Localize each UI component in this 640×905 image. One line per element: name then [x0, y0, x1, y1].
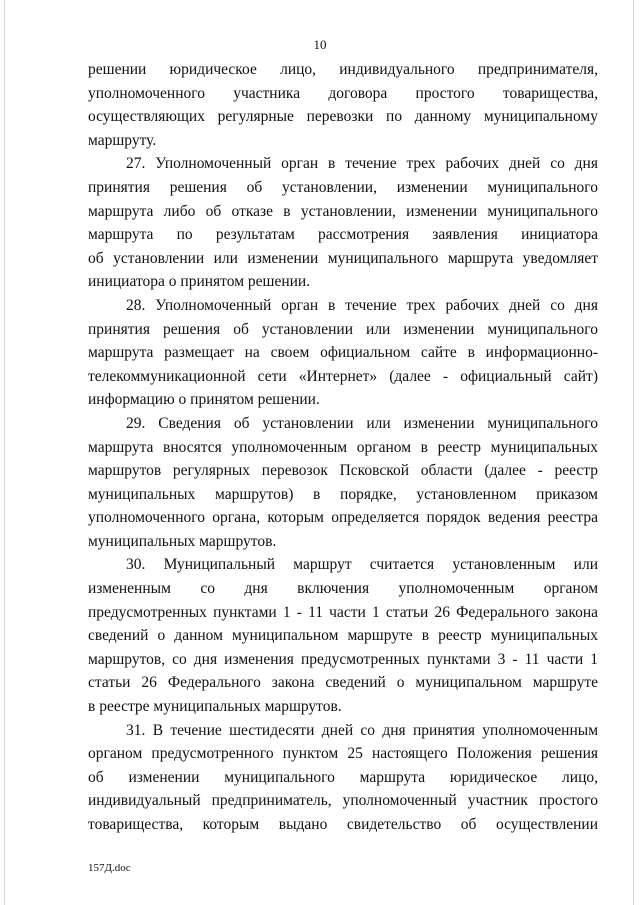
footer-filename: 157Д.doc	[88, 862, 131, 874]
text-line: в реестре муниципальных маршрутов.	[88, 698, 342, 716]
text-line: муниципальных маршрутов) в порядке, установленном приказом	[88, 485, 598, 503]
text-line: предусмотренных пунктами 1 - 11 части 1 статьи 26 Федерального закона	[88, 603, 598, 621]
text-line: инициатора о принятом решении.	[88, 273, 311, 291]
text-line: маршрута вносятся уполномоченным органом в реестр муниципальных	[88, 438, 598, 456]
document-body	[88, 58, 598, 837]
text-line: об изменении муниципального маршрута юридическое лицо,	[88, 768, 598, 786]
text-line: маршрута по результатам рассмотрения заявления инициатора	[88, 226, 598, 244]
paragraph	[88, 553, 598, 718]
text-line: сведений о данном муниципальном маршруте в реестр муниципальных	[88, 627, 598, 645]
paragraph	[88, 152, 598, 294]
paragraph	[88, 412, 598, 554]
scan-edge-left	[4, 0, 5, 905]
text-line: индивидуальный предприниматель, уполномоченный участник простого	[88, 792, 598, 810]
text-line: информацию о принятом решении.	[88, 391, 320, 409]
paragraph	[88, 58, 598, 152]
text-line: органом предусмотренного пунктом 25 настоящего Положения решения	[88, 745, 598, 763]
text-line: принятия решения об установлении или изменении муниципального	[88, 320, 598, 338]
paragraph	[88, 719, 598, 837]
paragraph	[88, 294, 598, 412]
scan-edge-right	[633, 0, 634, 905]
text-line: муниципальных маршрутов.	[88, 532, 277, 550]
text-line: уполномоченного органа, которым определяется порядок ведения реестра	[88, 509, 598, 527]
text-line: 28. Уполномоченный орган в течение трех рабочих дней со дня	[126, 296, 598, 314]
text-line: принятия решения об установлении, изменении муниципального	[88, 178, 598, 196]
text-line: уполномоченного участника договора простого товарищества,	[88, 84, 598, 102]
text-line: осуществляющих регулярные перевозки по данному муниципальному	[88, 108, 598, 126]
text-line: 27. Уполномоченный орган в течение трех рабочих дней со дня	[126, 155, 598, 173]
text-line: 30. Муниципальный маршрут считается установленным или	[126, 556, 598, 574]
text-line: телекоммуникационной сети «Интернет» (далее - официальный сайт)	[88, 367, 598, 385]
text-line: маршрутов регулярных перевозок Псковской области (далее - реестр	[88, 462, 598, 480]
page-number: 10	[313, 37, 327, 52]
text-line: маршрута либо об отказе в установлении, изменении муниципального	[88, 202, 598, 220]
text-line: маршрутов, со дня изменения предусмотренных пунктами 3 - 11 части 1	[88, 650, 598, 668]
text-line: товарищества, которым выдано свидетельство об осуществлении	[88, 816, 598, 833]
text-line: маршрута размещает на своем официальном сайте в информационно-	[88, 344, 598, 362]
text-line: решении юридическое лицо, индивидуального предпринимателя,	[88, 61, 598, 78]
text-line: об установлении или изменении муниципального маршрута уведомляет	[88, 249, 598, 267]
text-line: 29. Сведения об установлении или изменении муниципального	[126, 414, 598, 432]
text-line: измененным со дня включения уполномоченным органом	[88, 580, 598, 598]
text-line: статьи 26 Федерального закона сведений о муниципальном маршруте	[88, 674, 598, 692]
text-line: маршруту.	[88, 131, 157, 149]
text-line: 31. В течение шестидесяти дней со дня принятия уполномоченным	[126, 721, 598, 739]
